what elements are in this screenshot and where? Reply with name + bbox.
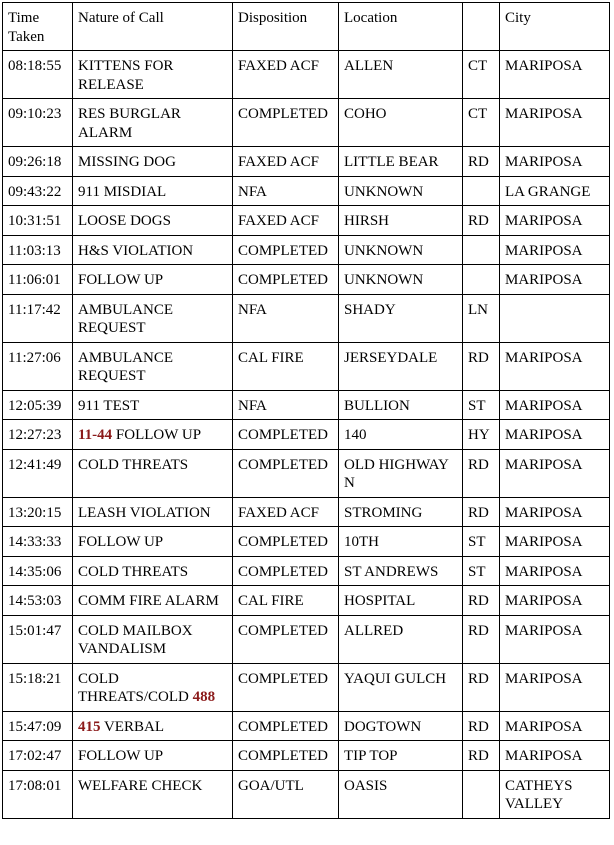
cell-disposition: FAXED ACF: [233, 51, 339, 99]
cell-time-taken: 12:27:23: [3, 420, 73, 450]
nature-text: FOLLOW UP: [78, 748, 164, 764]
cell-time-taken: 14:33:33: [3, 527, 73, 557]
cell-time-taken: 11:27:06: [3, 342, 73, 390]
table-row: [3, 741, 610, 771]
cell-street-suffix: [463, 265, 500, 295]
cell-nature-of-call: [73, 206, 233, 236]
cell-nature-of-call: [73, 556, 233, 586]
header-disposition: Disposition: [233, 3, 339, 51]
table-row: [3, 147, 610, 177]
table-row: [3, 586, 610, 616]
cell-disposition: FAXED ACF: [233, 206, 339, 236]
cell-disposition: FAXED ACF: [233, 497, 339, 527]
table-row: [3, 556, 610, 586]
call-code: 488: [192, 689, 216, 705]
cell-disposition: COMPLETED: [233, 527, 339, 557]
cell-city: [500, 294, 610, 342]
table-row: [3, 206, 610, 236]
table-row: [3, 390, 610, 420]
cell-disposition: COMPLETED: [233, 449, 339, 497]
cell-city: MARIPOSA: [500, 586, 610, 616]
cell-location: OLD HIGHWAY N: [339, 449, 463, 497]
cell-street-suffix: CT: [463, 51, 500, 99]
cell-nature-of-call: [73, 615, 233, 663]
header-time-taken: Time Taken: [3, 3, 73, 51]
cell-location: BULLION: [339, 390, 463, 420]
table-row: [3, 770, 610, 818]
cell-nature-of-call: [73, 147, 233, 177]
cell-time-taken: 13:20:15: [3, 497, 73, 527]
cell-disposition: COMPLETED: [233, 663, 339, 711]
cell-location: UNKNOWN: [339, 235, 463, 265]
nature-text: AMBULANCE REQUEST: [78, 301, 174, 336]
cell-disposition: GOA/UTL: [233, 770, 339, 818]
cell-disposition: COMPLETED: [233, 615, 339, 663]
cell-disposition: NFA: [233, 294, 339, 342]
cell-city: MARIPOSA: [500, 663, 610, 711]
cell-nature-of-call: [73, 99, 233, 147]
call-code: 415: [78, 718, 101, 735]
table-row: [3, 420, 610, 450]
table-row: [3, 342, 610, 390]
cell-street-suffix: RD: [463, 741, 500, 771]
nature-text: COLD THREATS: [78, 456, 189, 473]
cell-time-taken: 10:31:51: [3, 206, 73, 236]
cell-time-taken: 15:01:47: [3, 615, 73, 663]
cell-location: ALLEN: [339, 51, 463, 99]
cell-street-suffix: HY: [463, 420, 500, 450]
cell-location: ST ANDREWS: [339, 556, 463, 586]
cell-nature-of-call: [73, 497, 233, 527]
cell-nature-of-call: [73, 663, 233, 711]
cell-street-suffix: [463, 770, 500, 818]
cell-time-taken: 08:18:55: [3, 51, 73, 99]
cell-time-taken: 14:53:03: [3, 586, 73, 616]
table-row: [3, 265, 610, 295]
cell-nature-of-call: [73, 741, 233, 771]
cell-location: HIRSH: [339, 206, 463, 236]
cell-nature-of-call: [73, 527, 233, 557]
cell-street-suffix: RD: [463, 711, 500, 741]
table-row: [3, 176, 610, 206]
cell-location: HOSPITAL: [339, 586, 463, 616]
table-row: [3, 449, 610, 497]
nature-text: KITTENS FOR RELEASE: [78, 58, 174, 93]
nature-text: FOLLOW UP: [78, 272, 164, 288]
cell-city: MARIPOSA: [500, 342, 610, 390]
cell-disposition: COMPLETED: [233, 556, 339, 586]
cell-city: MARIPOSA: [500, 420, 610, 450]
table-row: [3, 99, 610, 147]
nature-text: FOLLOW UP: [112, 427, 202, 443]
cell-location: COHO: [339, 99, 463, 147]
cell-nature-of-call: [73, 449, 233, 497]
cell-time-taken: 12:05:39: [3, 390, 73, 420]
nature-text: COLD MAILBOX VANDALISM: [78, 622, 193, 657]
header-row: [3, 3, 610, 51]
cell-nature-of-call: [73, 770, 233, 818]
cell-disposition: COMPLETED: [233, 711, 339, 741]
cell-location: OASIS: [339, 770, 463, 818]
cell-disposition: COMPLETED: [233, 420, 339, 450]
table-row: [3, 711, 610, 741]
cell-nature-of-call: [73, 420, 233, 450]
cell-disposition: FAXED ACF: [233, 147, 339, 177]
cell-city: MARIPOSA: [500, 527, 610, 557]
cell-time-taken: 09:10:23: [3, 99, 73, 147]
cell-location: ALLRED: [339, 615, 463, 663]
cell-street-suffix: [463, 235, 500, 265]
cell-disposition: CAL FIRE: [233, 586, 339, 616]
cell-nature-of-call: [73, 342, 233, 390]
cell-location: TIP TOP: [339, 741, 463, 771]
nature-text: COLD THREATS: [78, 563, 189, 580]
nature-text: LOOSE DOGS: [78, 213, 171, 229]
call-log-body: [3, 51, 610, 819]
cell-nature-of-call: [73, 390, 233, 420]
call-code: 11-44: [78, 427, 113, 443]
cell-street-suffix: ST: [463, 556, 500, 586]
cell-city: MARIPOSA: [500, 741, 610, 771]
cell-city: CATHEYS VALLEY: [500, 770, 610, 818]
cell-city: MARIPOSA: [500, 449, 610, 497]
cell-city: MARIPOSA: [500, 235, 610, 265]
cell-city: MARIPOSA: [500, 206, 610, 236]
cell-disposition: COMPLETED: [233, 265, 339, 295]
nature-text: H&S VIOLATION: [78, 242, 194, 259]
cell-time-taken: 11:17:42: [3, 294, 73, 342]
cell-nature-of-call: [73, 586, 233, 616]
nature-text: COMM FIRE ALARM: [78, 593, 219, 609]
cell-nature-of-call: [73, 265, 233, 295]
cell-location: DOGTOWN: [339, 711, 463, 741]
table-row: [3, 235, 610, 265]
cell-time-taken: 11:06:01: [3, 265, 73, 295]
cell-disposition: COMPLETED: [233, 235, 339, 265]
cell-location: YAQUI GULCH: [339, 663, 463, 711]
table-row: [3, 615, 610, 663]
cell-city: MARIPOSA: [500, 497, 610, 527]
cell-nature-of-call: [73, 711, 233, 741]
cell-street-suffix: LN: [463, 294, 500, 342]
cell-time-taken: 15:18:21: [3, 663, 73, 711]
cell-city: MARIPOSA: [500, 711, 610, 741]
cell-location: JERSEYDALE: [339, 342, 463, 390]
cell-location: STROMING: [339, 497, 463, 527]
cell-disposition: CAL FIRE: [233, 342, 339, 390]
cell-street-suffix: RD: [463, 147, 500, 177]
cell-location: UNKNOWN: [339, 176, 463, 206]
nature-text: FOLLOW UP: [78, 534, 164, 550]
cell-time-taken: 12:41:49: [3, 449, 73, 497]
cell-location: UNKNOWN: [339, 265, 463, 295]
cell-nature-of-call: [73, 176, 233, 206]
nature-text: 911 TEST: [78, 397, 140, 414]
cell-street-suffix: RD: [463, 342, 500, 390]
header-location: Location: [339, 3, 463, 51]
cell-city: MARIPOSA: [500, 147, 610, 177]
cell-location: LITTLE BEAR: [339, 147, 463, 177]
cell-city: MARIPOSA: [500, 615, 610, 663]
cell-time-taken: 14:35:06: [3, 556, 73, 586]
cell-street-suffix: RD: [463, 586, 500, 616]
cell-city: MARIPOSA: [500, 390, 610, 420]
cell-time-taken: 09:26:18: [3, 147, 73, 177]
call-log-table: [2, 2, 610, 819]
cell-time-taken: 17:02:47: [3, 741, 73, 771]
cell-city: MARIPOSA: [500, 556, 610, 586]
cell-city: LA GRANGE: [500, 176, 610, 206]
cell-nature-of-call: [73, 51, 233, 99]
cell-street-suffix: [463, 176, 500, 206]
cell-city: MARIPOSA: [500, 265, 610, 295]
cell-location: 140: [339, 420, 463, 450]
nature-text: COLD THREATS/COLD: [78, 670, 193, 705]
cell-time-taken: 15:47:09: [3, 711, 73, 741]
table-row: [3, 663, 610, 711]
nature-text: WELFARE CHECK: [78, 777, 203, 794]
cell-disposition: COMPLETED: [233, 741, 339, 771]
call-log: [2, 2, 610, 819]
cell-location: 10TH: [339, 527, 463, 557]
cell-street-suffix: RD: [463, 663, 500, 711]
cell-street-suffix: RD: [463, 206, 500, 236]
cell-street-suffix: ST: [463, 390, 500, 420]
table-row: [3, 51, 610, 99]
cell-city: MARIPOSA: [500, 99, 610, 147]
header-nature-of-call: Nature of Call: [73, 3, 233, 51]
cell-disposition: NFA: [233, 390, 339, 420]
cell-street-suffix: CT: [463, 99, 500, 147]
cell-disposition: COMPLETED: [233, 99, 339, 147]
nature-text: RES BURGLAR ALARM: [78, 106, 181, 141]
nature-text: AMBULANCE REQUEST: [78, 349, 174, 384]
table-row: [3, 294, 610, 342]
cell-time-taken: 17:08:01: [3, 770, 73, 818]
cell-city: MARIPOSA: [500, 51, 610, 99]
nature-text: LEASH VIOLATION: [78, 504, 211, 521]
nature-text: MISSING DOG: [78, 154, 176, 170]
header-street-suffix: [463, 3, 500, 51]
cell-location: SHADY: [339, 294, 463, 342]
nature-text: VERBAL: [100, 718, 164, 735]
cell-street-suffix: ST: [463, 527, 500, 557]
cell-time-taken: 09:43:22: [3, 176, 73, 206]
table-row: [3, 497, 610, 527]
cell-street-suffix: RD: [463, 615, 500, 663]
table-row: [3, 527, 610, 557]
cell-street-suffix: RD: [463, 497, 500, 527]
cell-street-suffix: RD: [463, 449, 500, 497]
header-city: City: [500, 3, 610, 51]
cell-nature-of-call: [73, 235, 233, 265]
cell-disposition: NFA: [233, 176, 339, 206]
cell-time-taken: 11:03:13: [3, 235, 73, 265]
nature-text: 911 MISDIAL: [78, 183, 167, 200]
cell-nature-of-call: [73, 294, 233, 342]
